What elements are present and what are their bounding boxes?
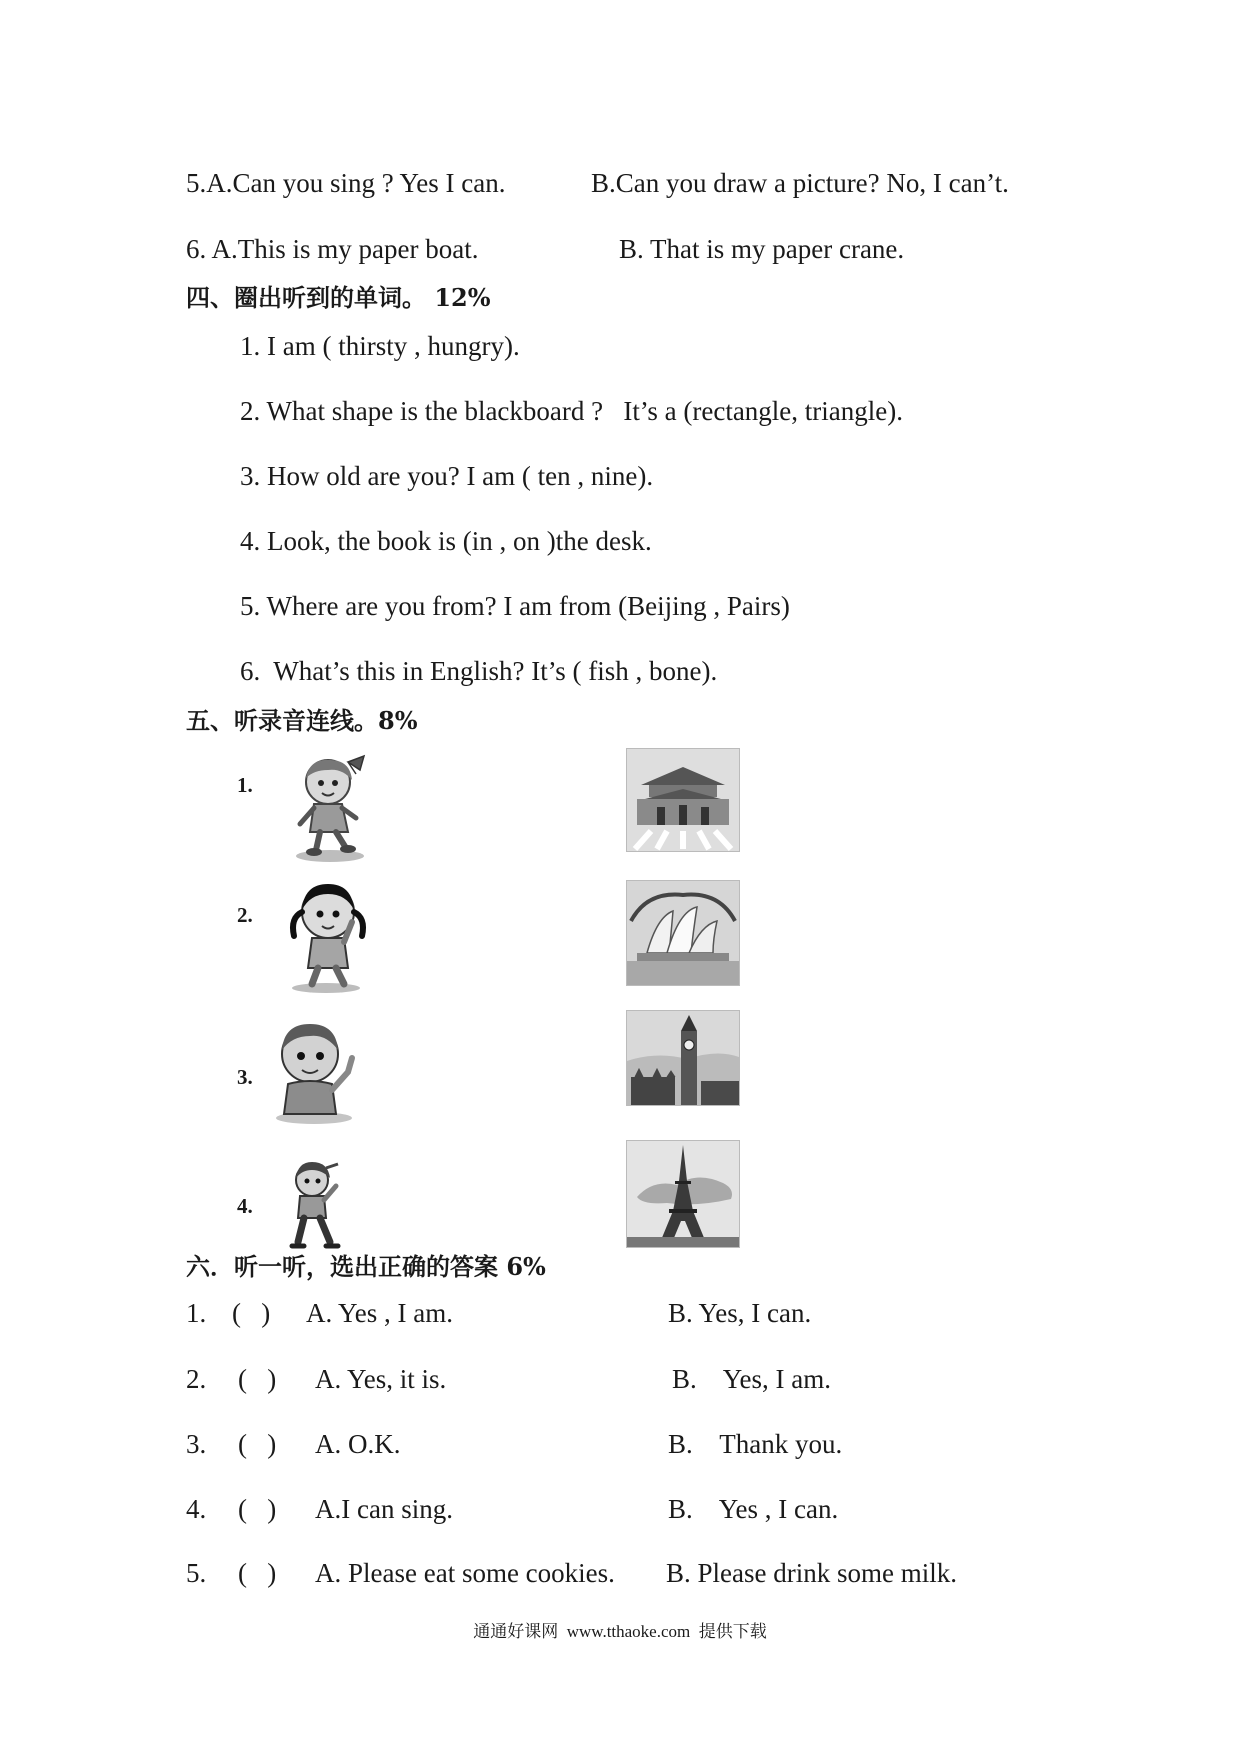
section6-item-3-number: 3. (186, 1429, 207, 1459)
section6-item-5-number: 5. (186, 1558, 207, 1588)
tiananmen-icon (626, 748, 740, 852)
section6-item-4-answer-blank[interactable]: ( ) (238, 1494, 277, 1524)
sydney-opera-house-icon (626, 880, 740, 986)
girl-with-bow-icon (290, 752, 372, 862)
match-number-4: 4. (237, 1194, 253, 1218)
eiffel-tower-icon (626, 1140, 740, 1248)
section6-item-4-option-a: A.I can sing. (315, 1494, 453, 1524)
section6-heading: 六．听一听，选出正确的答案 6% (186, 1252, 546, 1281)
section4-item-1: 1. I am ( thirsty , hungry). (240, 331, 520, 361)
item6-option-a: 6. A.This is my paper boat. (186, 234, 479, 264)
boy-pointing-icon (270, 1020, 360, 1124)
section6-item-2-number: 2. (186, 1364, 207, 1394)
section6-item-4-option-b: B. Yes , I can. (668, 1494, 839, 1524)
section6-item-5-answer-blank[interactable]: ( ) (238, 1558, 277, 1588)
girl-with-pigtails-icon (286, 878, 370, 994)
section4-item-4: 4. Look, the book is (in , on )the desk. (240, 526, 652, 556)
section6-item-1-answer-blank[interactable]: ( ) (232, 1298, 271, 1328)
section6-item-2-option-b: B. Yes, I am. (672, 1364, 832, 1394)
section4-item-2: 2. What shape is the blackboard ? It’s a (rectangle, triangle). (240, 396, 903, 426)
section6-item-3-answer-blank[interactable]: ( ) (238, 1429, 277, 1459)
section6-item-3-option-a: A. O.K. (315, 1429, 401, 1459)
section5-heading: 五、听录音连线。8% (186, 706, 418, 735)
section6-item-3-option-b: B. Thank you. (668, 1429, 843, 1459)
footer-source: 通通好课网 www.tthaoke.com 提供下载 (473, 1622, 767, 1641)
section6-item-1-option-a: A. Yes , I am. (306, 1298, 454, 1328)
section6-item-5-option-a: A. Please eat some cookies. (315, 1558, 615, 1588)
section6-item-4-number: 4. (186, 1494, 207, 1524)
match-number-2: 2. (237, 903, 253, 927)
section6-item-1-number: 1. (186, 1298, 207, 1328)
section4-heading: 四、圈出听到的单词。 12% (186, 283, 491, 312)
item6-option-b: B. That is my paper crane. (619, 234, 905, 264)
section6-item-1-option-b: B. Yes, I can. (668, 1298, 812, 1328)
section4-item-6: 6. What’s this in English? It’s ( fish , bone). (240, 656, 718, 686)
section6-item-2-answer-blank[interactable]: ( ) (238, 1364, 277, 1394)
item5-option-a: 5.A.Can you sing ? Yes I can. (186, 168, 506, 198)
section6-item-5-option-b: B. Please drink some milk. (666, 1558, 957, 1588)
section6-item-2-option-a: A. Yes, it is. (315, 1364, 447, 1394)
match-number-3: 3. (237, 1065, 253, 1089)
match-number-1: 1. (237, 773, 253, 797)
item5-option-b: B.Can you draw a picture? No, I can’t. (591, 168, 1009, 198)
big-ben-icon (626, 1010, 740, 1106)
section4-item-5: 5. Where are you from? I am from (Beijing , Pairs) (240, 591, 790, 621)
section4-item-3: 3. How old are you? I am ( ten , nine). (240, 461, 654, 491)
boy-waving-icon (280, 1160, 346, 1250)
